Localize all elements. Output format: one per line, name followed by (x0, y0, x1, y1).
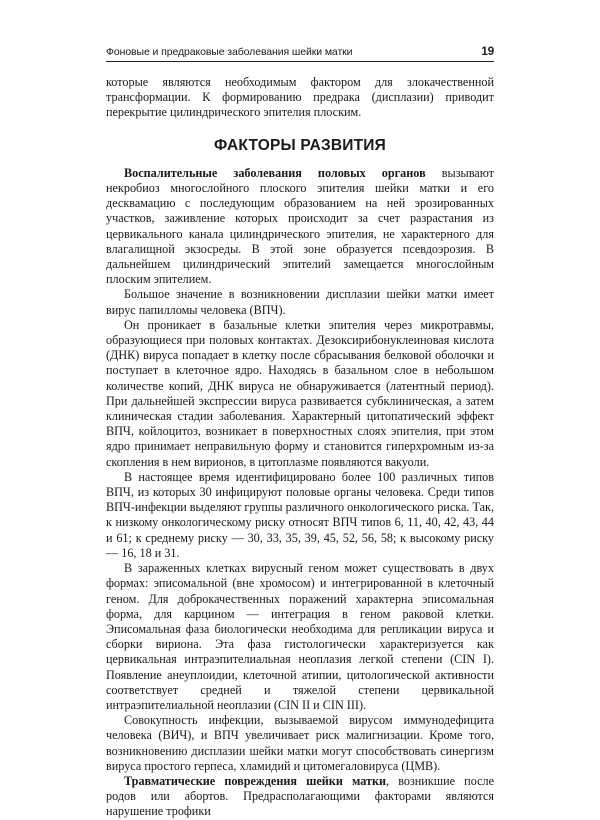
paragraph-text-trauma: , возникшие после родов или абортов. Предрасполагающими факторами являются нарушение трофики (106, 773, 494, 819)
paragraph-trauma (106, 774, 494, 820)
paragraph-hpv-penetration: Он проникает в базальные клетки эпителия через микротравмы, образующиеся при половых контактах. Дезоксирибонуклеиновая кислота (ДНК) вируса попадает в клетку после сбрасывания белковой оболочки и поступает в клеточное ядро. Находясь в базальном слое в небольшом количестве копий, ДНК вируса не обнаруживается (латентный период). При дальнейшей экспрессии вируса развивается субклиническая, а затем клиническая стадии заболевания. Характерный цитопатический эффект ВПЧ, койлоцитоз, возникает в поверхностных слоях эпителия, при этом ядро принимает неправильную форму и становится гиперхромным из-за скопления в нем вирионов, в цитоплазме появляются вакуоли. (106, 317, 494, 469)
paragraph-coinfection: Совокупность инфекции, вызываемой вирусом иммунодефицита человека (ВИЧ), и ВПЧ увеличивает риск малигнизации. Кроме того, возникновению дисплазии шейки матки могут способствовать синергизм вируса простого герпеса, хламидий и цитомегаловируса (ЦМВ). (106, 713, 494, 773)
paragraph-text-inflammatory: вызывают некробиоз многослойного плоского эпителия шейки матки и его десквамацию с последующим образованием на ней эрозированных участков, заживление которых происходит за счет разрастания из цервикального канала цилиндрического эпителия, не характерного для влагалищной экзосреды. В этой зоне образуется псевдоэрозия. В дальнейшем цилиндрический эпителий замещается многослойным плоским эпителием. (106, 165, 494, 287)
section-title: ФАКТОРЫ РАЗВИТИЯ (213, 136, 386, 154)
paragraph-viral-genome: В зараженных клетках вирусный геном может существовать в двух формах: эписомальной (вне хромосом) и интегрированной в клеточный геном. Для доброкачественных поражений характерна эписомальная форма, для карцином — интеграция в геном раковой клетки. Эписомальная фаза биологически необходима для репликации вируса и сборки вириона. Эта фаза гистологически характеризуется как цервикальная интраэпителиальная неоплазия легкой степени (CIN I). Появление анеуплоидии, клеточной атипии, цитологической активности соответствует средней и тяжелой степени цервикальной интраэпителиальной неоплазии (CIN II и CIN III). (106, 561, 494, 712)
intro-paragraph: которые являются необходимым фактором для злокачественной трансформации. К формированию предрака (дисплазии) приводит перекрытие цилиндрического эпителия плоским. (106, 75, 494, 120)
running-header-title: Фоновые и предраковые заболевания шейки матки (106, 46, 353, 58)
paragraph-hpv-types: В настоящее время идентифицировано более 100 различных типов ВПЧ, из которых 30 инфицируют половые органы человека. Среди типов ВПЧ-инфекции выделяют группы различного онкологического риска. Так, к низкому онкологическому риску относят ВПЧ типов 6, 11, 40, 42, 43, 44 и 61; к среднему риску — 30, 33, 35, 39, 45, 52, 56, 58; к высокому риску — 16, 18 и 31. (106, 469, 494, 560)
paragraph-lead-inflammatory: Воспалительные заболевания половых органов (124, 165, 426, 180)
paragraph-hpv-intro: Большое значение в возникновении дисплазии шейки матки имеет вирус папилломы человека (ВПЧ). (106, 287, 494, 317)
running-header (106, 46, 494, 62)
paragraph-lead-trauma: Травматические повреждения шейки матки (124, 773, 387, 788)
page-number: 19 (481, 46, 494, 58)
page-body (106, 75, 494, 820)
paragraph-inflammatory (106, 166, 494, 288)
